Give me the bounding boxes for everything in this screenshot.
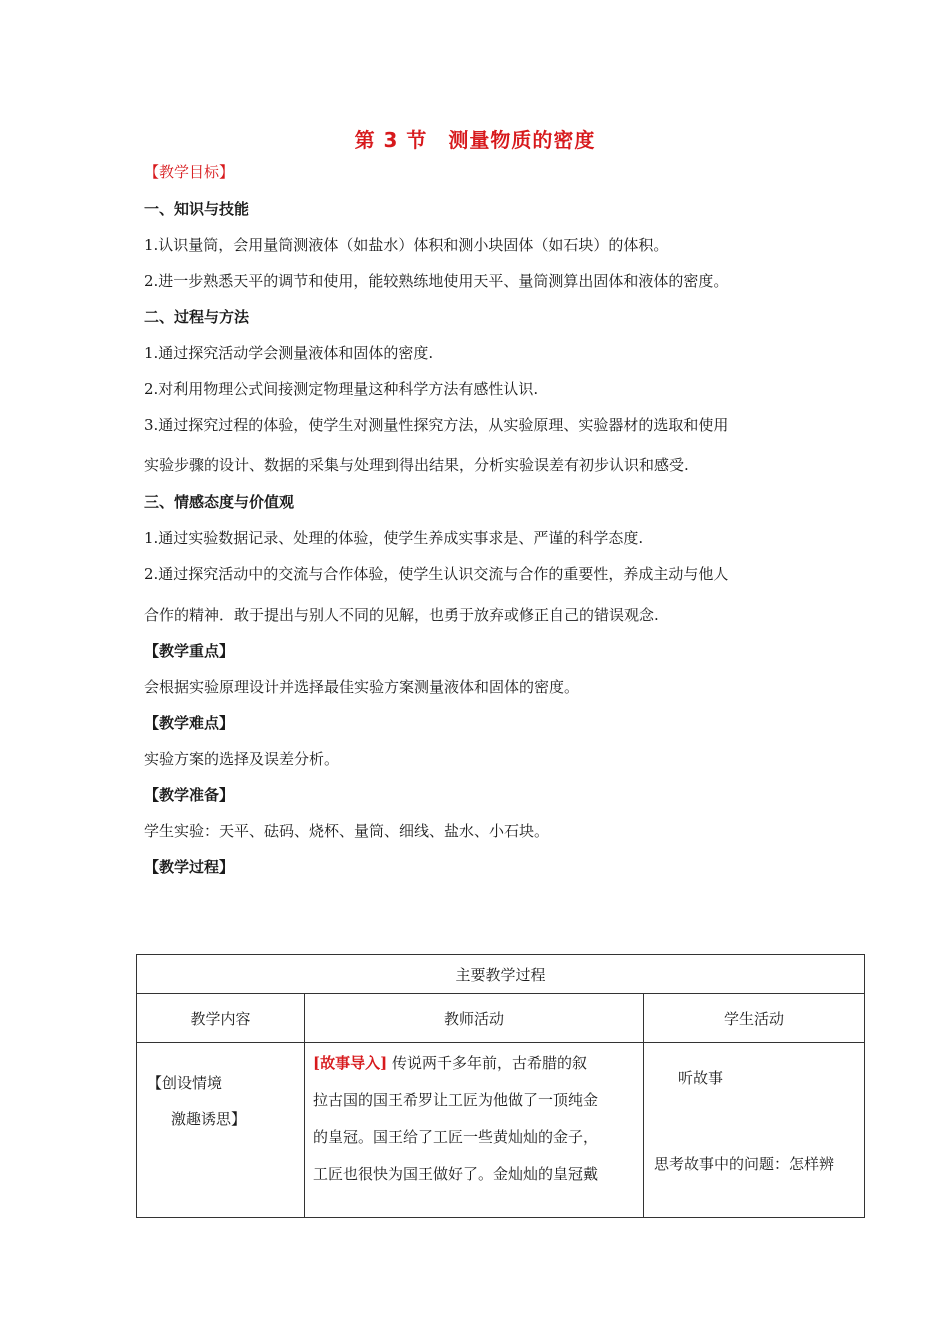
table-row xyxy=(137,1043,865,1218)
difficulty-text: 实验方案的选择及误差分析。 xyxy=(144,750,340,768)
column-header-content: 教学内容 xyxy=(137,994,305,1043)
process-item-2: 2.对利用物理公式间接测定物理量这种科学方法有感性认识. xyxy=(144,380,539,398)
table-main-header: 主要教学过程 xyxy=(137,955,865,994)
teacher-text-line-4: 工匠也很快为国王做好了。金灿灿的皇冠戴 xyxy=(313,1165,599,1183)
process-item-3-line-1: 3.通过探究过程的体验，使学生对测量性探究方法，从实验原理、实验器材的选取和使用 xyxy=(144,416,729,434)
knowledge-heading: 一、知识与技能 xyxy=(144,200,250,218)
page-title: 第 3 节 测量物质的密度 xyxy=(354,128,596,152)
student-activity-2: 思考故事中的问题：怎样辨 xyxy=(654,1155,835,1173)
preparation-heading: 【教学准备】 xyxy=(144,786,235,804)
key-point-heading: 【教学重点】 xyxy=(144,642,235,660)
student-activity-1: 听故事 xyxy=(678,1069,724,1087)
knowledge-item-2: 2.进一步熟悉天平的调节和使用，能较熟练地使用天平、量筒测算出固体和液体的密度。 xyxy=(144,272,729,290)
procedure-heading: 【教学过程】 xyxy=(144,858,235,876)
row-student-cell xyxy=(644,1043,865,1218)
column-header-student: 学生活动 xyxy=(644,994,865,1043)
emotion-heading: 三、情感态度与价值观 xyxy=(144,493,295,511)
story-intro-label: [故事导入] xyxy=(313,1054,388,1072)
objectives-heading: 【教学目标】 xyxy=(144,163,235,181)
process-item-1: 1.通过探究活动学会测量液体和固体的密度. xyxy=(144,344,434,362)
difficulty-heading: 【教学难点】 xyxy=(144,714,235,732)
column-header-teacher: 教师活动 xyxy=(305,994,644,1043)
preparation-text: 学生实验：天平、砝码、烧杯、量筒、细线、盐水、小石块。 xyxy=(144,822,550,840)
key-point-text: 会根据实验原理设计并选择最佳实验方案测量液体和固体的密度。 xyxy=(144,678,580,696)
process-heading: 二、过程与方法 xyxy=(144,308,250,326)
process-item-3-line-2: 实验步骤的设计、数据的采集与处理到得出结果，分析实验误差有初步认识和感受. xyxy=(144,456,689,474)
row-content-cell xyxy=(137,1043,305,1218)
emotion-item-1: 1.通过实验数据记录、处理的体验，使学生养成实事求是、严谨的科学态度. xyxy=(144,529,644,547)
knowledge-item-1: 1.认识量筒，会用量筒测液体（如盐水）体积和测小块固体（如石块）的体积。 xyxy=(144,236,669,254)
teacher-text-line-2: 拉古国的国王希罗让工匠为他做了一顶纯金 xyxy=(313,1091,599,1109)
teacher-text-line-3: 的皇冠。国王给了工匠一些黄灿灿的金子， xyxy=(313,1128,599,1146)
teaching-process-table xyxy=(136,954,865,1218)
emotion-item-2-line-2: 合作的精神．敢于提出与别人不同的见解，也勇于放弃或修正自己的错误观念. xyxy=(144,606,659,624)
content-label-line-1: 【创设情境 xyxy=(147,1074,223,1092)
content-label-line-2: 激趣诱思】 xyxy=(171,1110,247,1128)
row-teacher-cell xyxy=(305,1043,644,1218)
emotion-item-2-line-1: 2.通过探究活动中的交流与合作体验，使学生认识交流与合作的重要性，养成主动与他人 xyxy=(144,565,729,583)
teacher-text-line-1: 传说两千多年前，古希腊的叙 xyxy=(391,1054,587,1072)
